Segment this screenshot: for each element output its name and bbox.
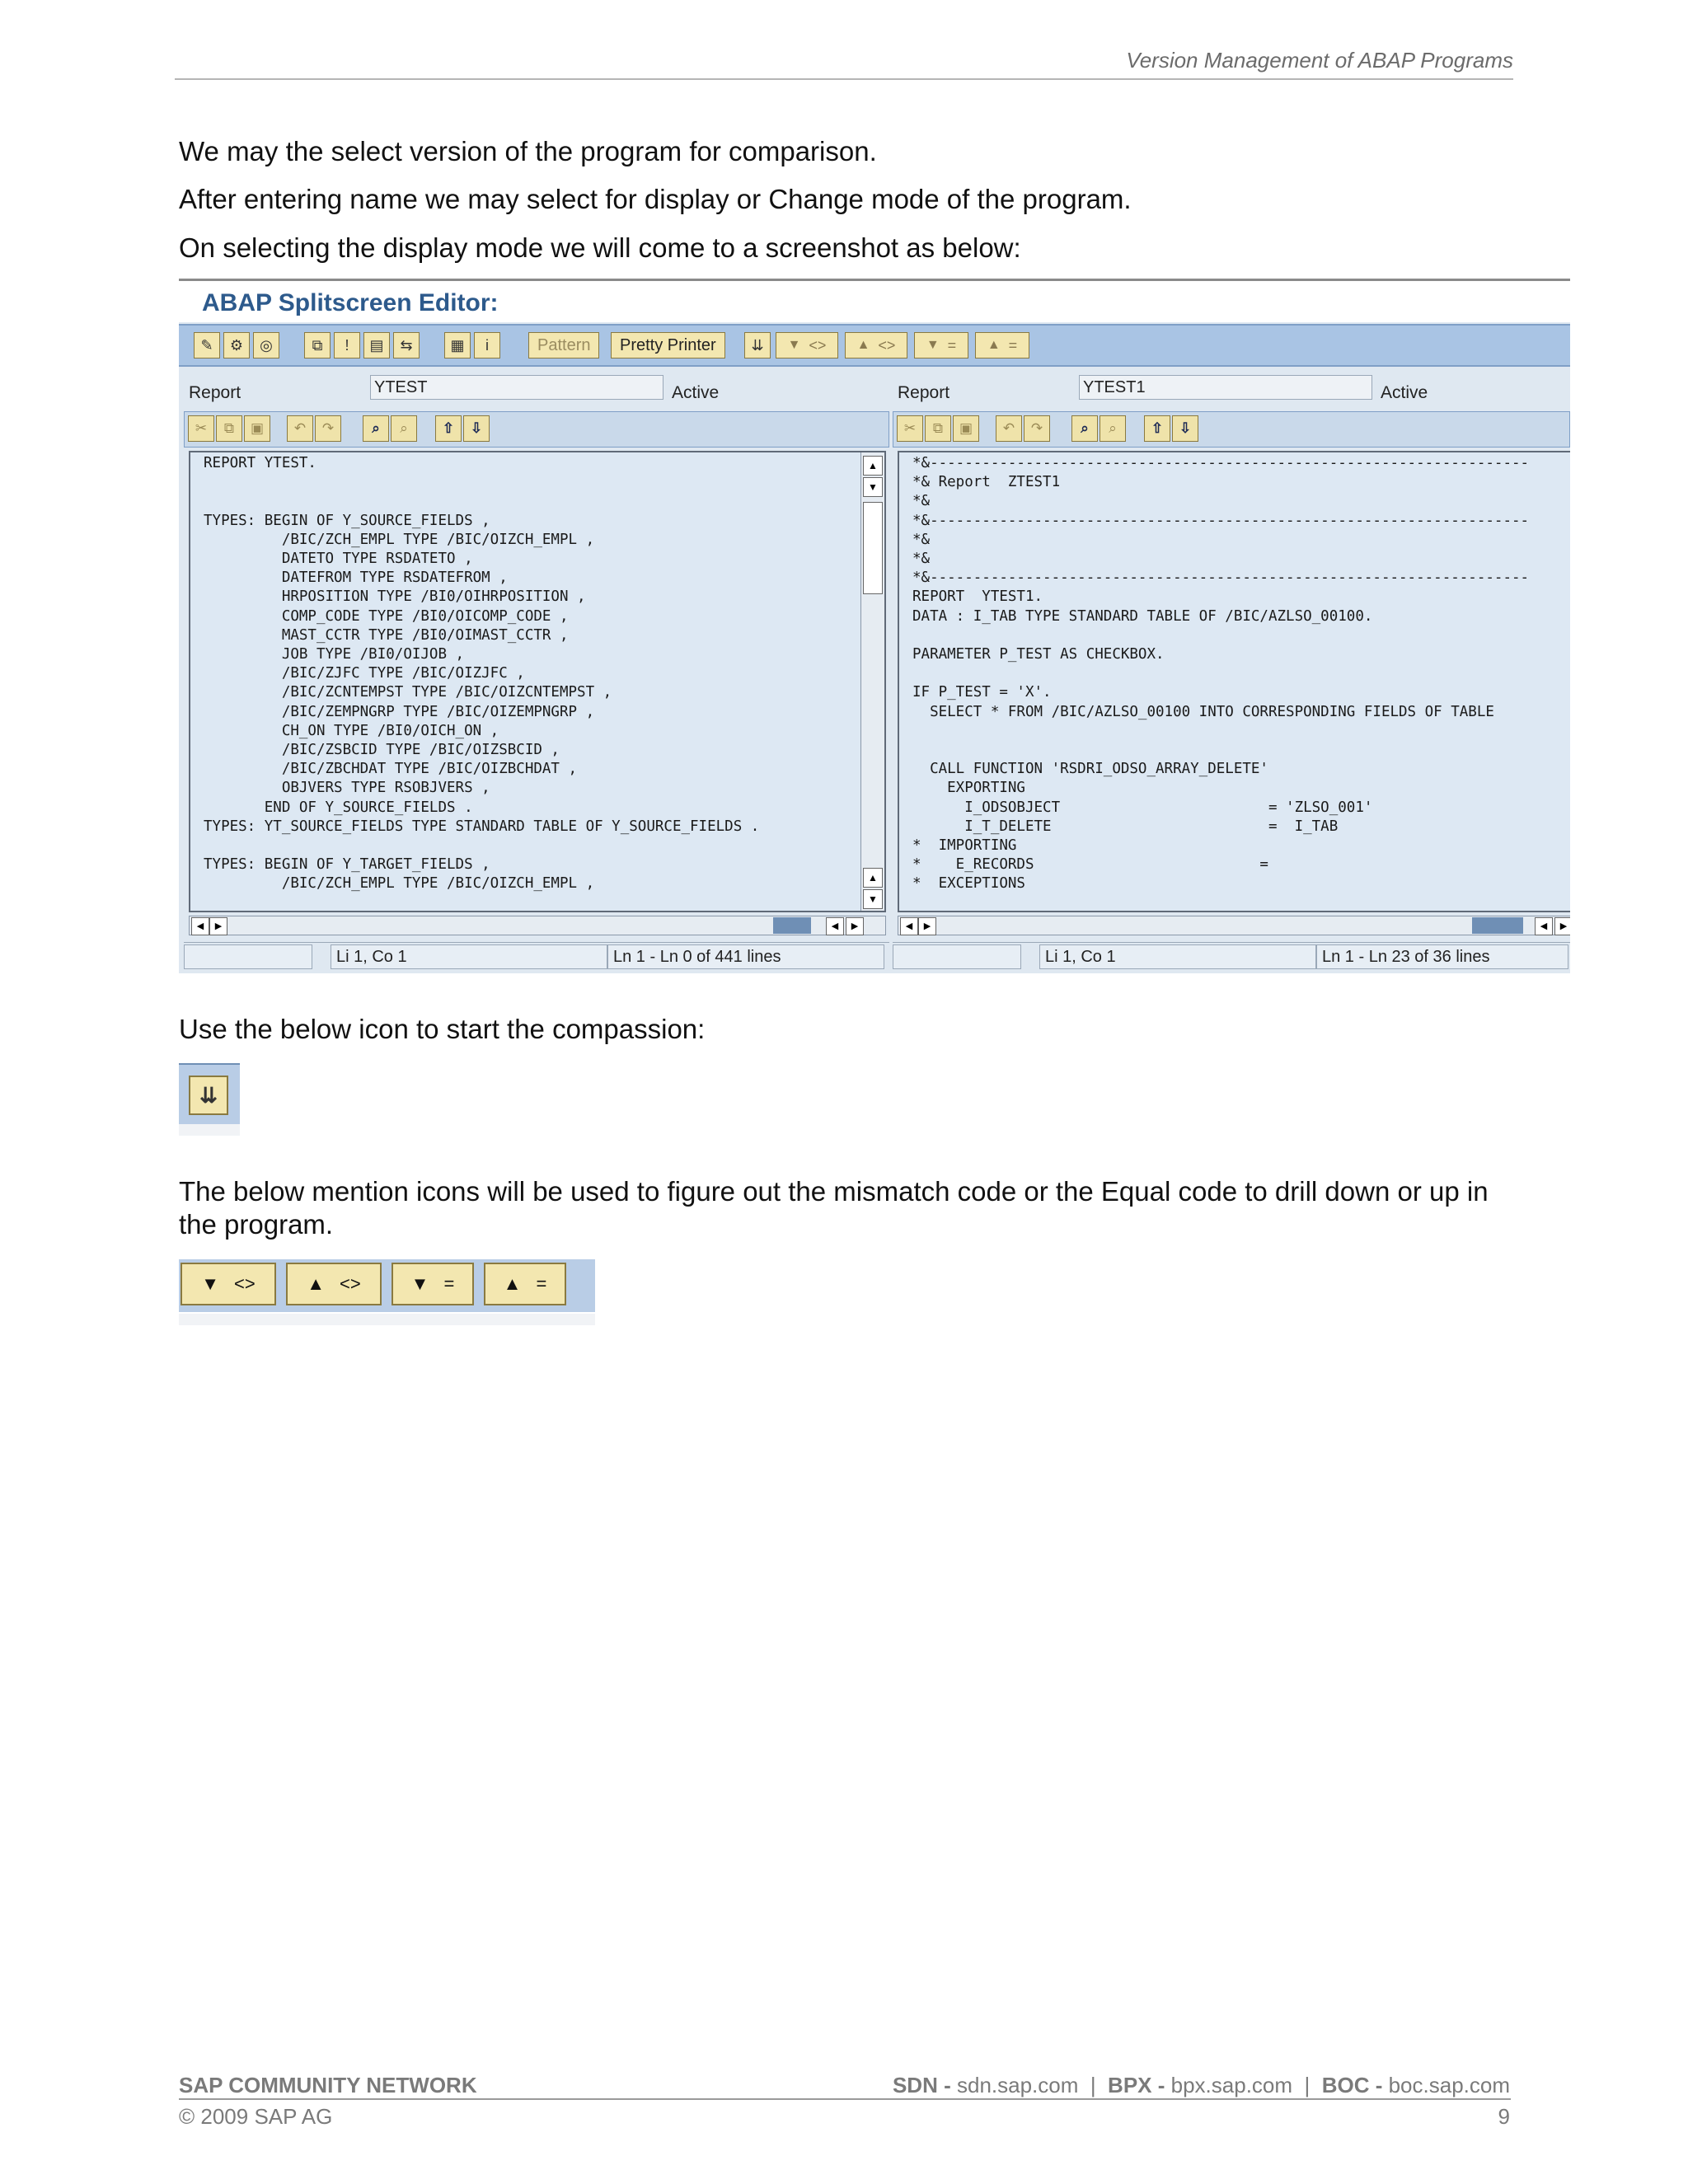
status-cell-empty bbox=[184, 944, 312, 969]
footer-links: SDN - sdn.sap.com | BPX - bpx.sap.com | BOC - boc.sap.com bbox=[892, 2073, 1510, 2097]
report-status: Active bbox=[1381, 383, 1428, 402]
previous-difference-button[interactable] bbox=[286, 1263, 382, 1305]
triangle-down-icon: ▼ bbox=[787, 338, 801, 352]
upload-icon[interactable]: ⇧ bbox=[435, 415, 462, 442]
next-difference-button[interactable] bbox=[776, 332, 838, 359]
page-right-icon[interactable]: ▶ bbox=[846, 917, 864, 935]
navigation-icon[interactable]: ⇆ bbox=[393, 332, 420, 359]
breakpoint-icon[interactable]: ! bbox=[334, 332, 360, 359]
footer-network: SAP COMMUNITY NETWORK bbox=[179, 2073, 477, 2097]
paste-icon[interactable]: ▣ bbox=[953, 415, 979, 442]
undo-icon[interactable]: ↶ bbox=[287, 415, 313, 442]
triangle-up-icon: ▲ bbox=[856, 338, 870, 352]
triangle-up-icon: ▲ bbox=[503, 1273, 522, 1294]
bpx-link[interactable]: bpx.sap.com bbox=[1170, 2073, 1293, 2097]
download-icon[interactable]: ⇩ bbox=[463, 415, 490, 442]
paste-icon[interactable]: ▣ bbox=[244, 415, 270, 442]
find-icon[interactable]: ⌕ bbox=[363, 415, 389, 442]
boc-label: BOC - bbox=[1321, 2073, 1383, 2097]
paragraph-navigation-icons: The below mention icons will be used to figure out the mismatch code or the Equal code to drill down or up in the program. bbox=[179, 1176, 1489, 1240]
sdn-label: SDN - bbox=[892, 2073, 951, 2097]
scroll-bottom-icon[interactable]: ▼ bbox=[863, 889, 883, 909]
page-header: Version Management of ABAP Programs bbox=[175, 48, 1513, 80]
report-label: Report bbox=[189, 383, 241, 402]
nav-label: = bbox=[443, 1273, 455, 1294]
activate-icon[interactable]: ◎ bbox=[253, 332, 279, 359]
copy-icon[interactable]: ⧉ bbox=[216, 415, 242, 442]
paragraph-compare-icon: Use the below icon to start the compassion: bbox=[179, 1014, 706, 1044]
code-editor[interactable] bbox=[189, 451, 886, 912]
scroll-down-icon[interactable]: ▲ bbox=[863, 868, 883, 888]
triangle-up-icon: ▲ bbox=[307, 1273, 326, 1294]
horizontal-scrollbar[interactable] bbox=[898, 916, 1570, 935]
paragraph-display-change: After entering name we may select for display or Change mode of the program. bbox=[179, 184, 1132, 214]
paragraph-version-select: We may the select version of the program for comparison. bbox=[179, 136, 877, 166]
status-cursor-position: Li 1, Co 1 bbox=[1039, 944, 1316, 969]
splitscreen-editor-screenshot bbox=[179, 279, 1570, 973]
icon-shadow bbox=[179, 1124, 240, 1136]
page-number: 9 bbox=[1498, 2104, 1510, 2129]
nav-label: = bbox=[536, 1273, 547, 1294]
compare-icon[interactable]: ⇊ bbox=[744, 332, 771, 359]
editor-status-bar bbox=[893, 942, 1570, 971]
upload-icon[interactable]: ⇧ bbox=[1144, 415, 1170, 442]
triangle-down-icon: ▼ bbox=[201, 1273, 220, 1294]
footer-divider bbox=[179, 2098, 1511, 2100]
editor-title: ABAP Splitscreen Editor: bbox=[202, 289, 499, 316]
find-next-icon[interactable]: ⌕ bbox=[391, 415, 417, 442]
status-line-range: Ln 1 - Ln 23 of 36 lines bbox=[1316, 944, 1568, 969]
page-left-icon[interactable]: ◀ bbox=[1535, 917, 1553, 935]
next-equal-label: = bbox=[947, 336, 957, 354]
next-equal-button[interactable] bbox=[392, 1263, 474, 1305]
scroll-up-icon[interactable]: ▼ bbox=[863, 477, 883, 497]
scroll-left-icon[interactable]: ◀ bbox=[191, 917, 209, 935]
status-cell-empty bbox=[893, 944, 1021, 969]
find-icon[interactable]: ⌕ bbox=[1071, 415, 1098, 442]
download-icon[interactable]: ⇩ bbox=[1172, 415, 1198, 442]
horizontal-thumb[interactable] bbox=[1472, 917, 1523, 934]
source-code: *&--------------------------------------------------------------------- *& Report ZTEST1 *& *&--------------------------------------------------------------------- *& *& *&--------------------------------------------------------------------- REPORT YTEST1. DATA : I_TAB TYPE STANDARD TABLE OF /BIC/AZLSO_00100. PARAMETER P_TEST AS CHECKBOX. IF P_TEST = 'X'. SELECT * FROM /BIC/AZLSO_00100 INTO CORRESPONDING FIELDS OF TABLE CALL FUNCTION 'RSDRI_ODSO_ARRAY_DELETE' EXPORTING I_ODSOBJECT = 'ZLSO_001' I_T_DELETE = I_TAB * IMPORTING * E_RECORDS = * EXCEPTIONS bbox=[912, 455, 1530, 893]
application-toolbar bbox=[179, 324, 1570, 367]
paragraph-display-mode: On selecting the display mode we will come to a screenshot as below: bbox=[179, 232, 1021, 263]
undo-icon[interactable]: ↶ bbox=[996, 415, 1022, 442]
horizontal-thumb[interactable] bbox=[773, 917, 811, 934]
find-next-icon[interactable]: ⌕ bbox=[1100, 415, 1126, 442]
scroll-right-icon[interactable]: ▶ bbox=[209, 917, 227, 935]
next-difference-label: <> bbox=[809, 336, 827, 354]
previous-equal-button[interactable] bbox=[484, 1263, 566, 1305]
source-code: REPORT YTEST. TYPES: BEGIN OF Y_SOURCE_FIELDS , /BIC/ZCH_EMPL TYPE /BIC/OIZCH_EMPL , DATETO TYPE RSDATETO , DATEFROM TYPE RSDATEFROM , HRPOSITION TYPE /BI0/OIHRPOSITION , COMP_CODE TYPE /BI0/OICOMP_CODE , MAST_CCTR TYPE /BI0/OIMAST_CCTR , JOB TYPE /BI0/OIJOB , /BIC/ZJFC TYPE /BIC/OIZJFC , /BIC/ZCNTEMPST TYPE /BIC/OIZCNTEMPST , /BIC/ZEMPNGRP TYPE /BIC/OIZEMPNGRP , CH_ON TYPE /BI0/OICH_ON , /BIC/ZSBCID TYPE /BIC/OIZSBCID , /BIC/ZBCHDAT TYPE /BIC/OIZBCHDAT , OBJVERS TYPE RSOBJVERS , END OF Y_SOURCE_FIELDS . TYPES: YT_SOURCE_FIELDS TYPE STANDARD TABLE OF Y_SOURCE_FIELDS . TYPES: BEGIN OF Y_TARGET_FIELDS , /BIC/ZCH_EMPL TYPE /BIC/OIZCH_EMPL , bbox=[204, 455, 760, 893]
vertical-scrollbar[interactable] bbox=[860, 452, 884, 911]
report-label: Report bbox=[898, 383, 950, 402]
horizontal-scrollbar[interactable] bbox=[189, 916, 886, 935]
editor-status-bar bbox=[184, 942, 889, 971]
report-name-field[interactable]: YTEST1 bbox=[1079, 375, 1372, 400]
left-pane bbox=[179, 370, 889, 973]
editor-toolbar bbox=[893, 411, 1570, 448]
page-left-icon[interactable]: ◀ bbox=[826, 917, 844, 935]
page-right-icon[interactable]: ▶ bbox=[1554, 917, 1570, 935]
next-equal-button[interactable] bbox=[914, 332, 968, 359]
nav-label: <> bbox=[340, 1273, 361, 1294]
code-editor[interactable] bbox=[898, 451, 1570, 912]
scroll-right-icon[interactable]: ▶ bbox=[918, 917, 936, 935]
status-cursor-position: Li 1, Co 1 bbox=[331, 944, 607, 969]
redo-icon[interactable]: ↷ bbox=[1024, 415, 1050, 442]
sdn-link[interactable]: sdn.sap.com bbox=[956, 2073, 1079, 2097]
right-pane bbox=[888, 370, 1570, 973]
scroll-top-icon[interactable]: ▲ bbox=[863, 456, 883, 476]
report-name-field[interactable]: YTEST bbox=[370, 375, 663, 400]
pattern-button[interactable]: Pattern bbox=[528, 332, 599, 359]
print-icon[interactable]: ▦ bbox=[444, 332, 471, 359]
triangle-down-icon: ▼ bbox=[410, 1273, 429, 1294]
status-line-range: Ln 1 - Ln 0 of 441 lines bbox=[607, 944, 884, 969]
info-icon[interactable]: i bbox=[474, 332, 500, 359]
strip-shadow bbox=[179, 1314, 595, 1325]
nav-label: <> bbox=[234, 1273, 256, 1294]
scroll-thumb[interactable] bbox=[863, 502, 883, 594]
previous-difference-button[interactable] bbox=[845, 332, 907, 359]
object-list-icon[interactable]: ▤ bbox=[363, 332, 390, 359]
triangle-down-icon: ▼ bbox=[926, 338, 940, 352]
next-difference-button[interactable] bbox=[181, 1263, 276, 1305]
compare-icon-sample bbox=[179, 1063, 240, 1124]
pretty-printer-button[interactable]: Pretty Printer bbox=[611, 332, 725, 359]
editor-toolbar bbox=[184, 411, 889, 448]
cut-icon[interactable]: ✂ bbox=[188, 415, 214, 442]
footer-copyright: © 2009 SAP AG bbox=[179, 2104, 333, 2129]
boc-link[interactable]: boc.sap.com bbox=[1388, 2073, 1510, 2097]
report-status: Active bbox=[672, 383, 720, 402]
cut-icon[interactable]: ✂ bbox=[897, 415, 923, 442]
navigation-icons-strip bbox=[179, 1259, 595, 1312]
bpx-label: BPX - bbox=[1108, 2073, 1165, 2097]
check-icon[interactable]: ⚙ bbox=[223, 332, 250, 359]
toggle-edit-icon[interactable]: ✎ bbox=[194, 332, 220, 359]
triangle-up-icon: ▲ bbox=[987, 338, 1001, 352]
redo-icon[interactable]: ↷ bbox=[315, 415, 341, 442]
previous-equal-button[interactable] bbox=[975, 332, 1029, 359]
previous-equal-label: = bbox=[1008, 336, 1018, 354]
where-used-icon[interactable]: ⧉ bbox=[304, 332, 331, 359]
compare-icon[interactable]: ⇊ bbox=[189, 1076, 228, 1115]
previous-difference-label: <> bbox=[878, 336, 896, 354]
scroll-left-icon[interactable]: ◀ bbox=[900, 917, 918, 935]
copy-icon[interactable]: ⧉ bbox=[925, 415, 951, 442]
